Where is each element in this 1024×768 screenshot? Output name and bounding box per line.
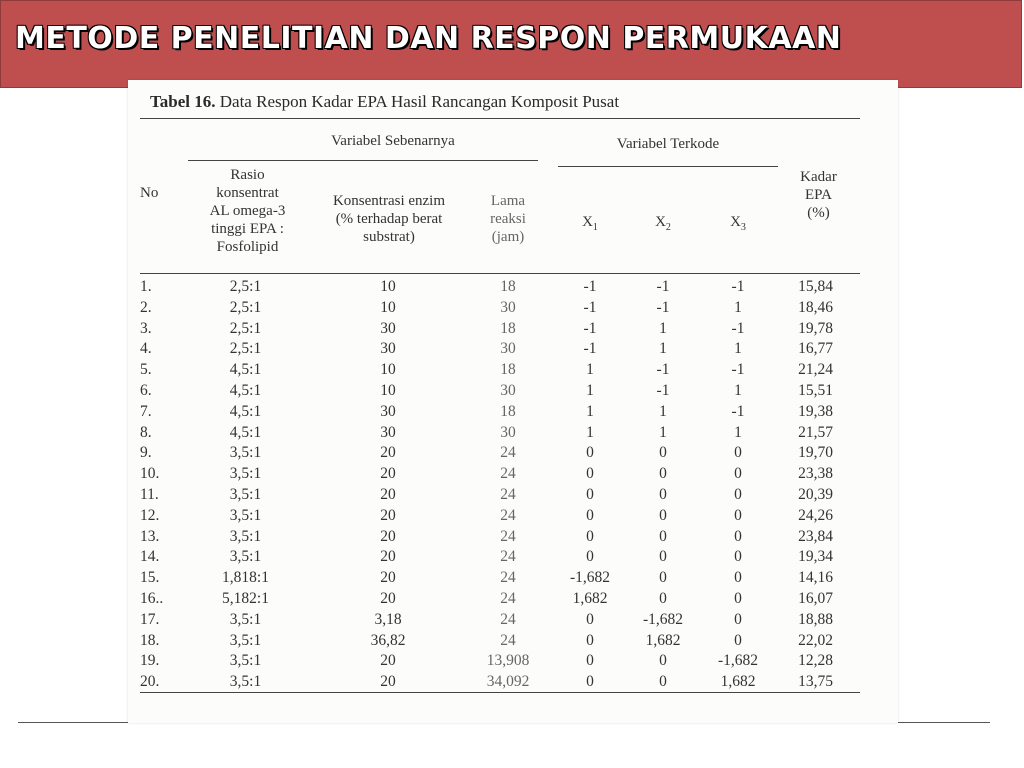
cell-x2: 0 [659,506,667,524]
table-row [128,380,898,401]
cell-kadar-epa: 18,46 [798,298,833,316]
cell-no: 11. [140,486,159,503]
cell-kadar-epa: 15,51 [798,382,833,399]
cell-x2: 1 [659,402,667,420]
table-row [128,422,898,443]
header-rasio-line: Fosfolipid [216,239,279,255]
cell-no: 7. [140,402,152,420]
header-rasio-line: AL omega-3 [209,203,286,219]
cell-konsentrasi: 20 [380,548,396,566]
cell-rasio: 2,5:1 [229,319,262,337]
cell-no: 12. [140,506,160,524]
cell-konsentrasi: 20 [380,673,396,691]
cell-no: 16.. [140,590,164,607]
rule-bottom [140,692,860,693]
cell-x2: 1,682 [645,631,681,649]
header-kadar-line: Kadar [800,169,837,185]
header-konsentrasi [314,192,464,246]
cell-x3: 0 [734,486,742,503]
rule-under-coded [558,166,778,167]
cell-kadar-epa: 14,16 [798,569,833,587]
cell-x2: -1 [656,361,670,379]
cell-rasio: 3,5:1 [229,652,262,670]
cell-no: 17. [140,610,160,628]
cell-x3: 1 [734,298,742,316]
cell-konsentrasi: 30 [380,402,396,420]
cell-konsentrasi: 20 [380,569,396,587]
cell-kadar-epa: 19,70 [798,444,833,462]
cell-kadar-epa: 22,02 [798,631,833,649]
cell-rasio: 5,182:1 [222,590,269,607]
header-lama-line: reaksi [490,211,526,227]
header-lama-line: Lama [490,193,526,209]
cell-x3: 0 [734,506,742,524]
cell-x1: 0 [586,486,594,503]
cell-x1: 0 [586,652,594,670]
cell-x2: -1 [656,382,670,399]
cell-x1: -1,682 [569,569,611,587]
cell-x1: 1,682 [572,590,608,607]
cell-konsentrasi: 20 [380,506,396,524]
cell-konsentrasi: 10 [380,382,396,399]
cell-x3: 0 [734,631,742,649]
cell-x2: -1,682 [642,610,684,628]
cell-x2: 0 [659,486,667,503]
table-row [128,297,898,318]
cell-rasio: 4,5:1 [229,423,262,441]
table-row [128,401,898,422]
cell-x3: 1,682 [720,673,756,691]
cell-rasio: 3,5:1 [229,673,262,691]
cell-kadar-epa: 19,78 [798,319,833,337]
cell-rasio: 3,5:1 [229,610,262,628]
header-no: No [140,185,159,201]
cell-konsentrasi: 20 [380,527,396,545]
cell-x1: -1 [583,278,597,295]
cell-rasio: 3,5:1 [229,527,262,545]
table-row [128,526,898,547]
cell-x3: 0 [734,590,742,607]
cell-x1: -1 [583,319,597,337]
cell-x2: 0 [659,548,667,566]
caption-label: Tabel 16. [150,92,216,111]
cell-x3: 0 [734,610,742,628]
header-konsentrasi-line: Konsentrasi enzim [332,193,446,209]
cell-x3: 1 [734,340,742,358]
cell-lama-reaksi: 24 [500,506,516,524]
cell-lama-reaksi: 24 [500,569,516,587]
cell-no: 10. [140,465,160,483]
rule-header-bottom [140,273,860,274]
cell-x2: 0 [659,527,667,545]
cell-x1: 0 [586,506,594,524]
cell-x3: 0 [734,465,742,483]
cell-x2: 0 [659,673,667,691]
cell-x1: 1 [586,382,594,399]
cell-lama-reaksi: 18 [500,319,516,337]
header-x1-label: X [582,214,593,230]
cell-x1: 0 [586,465,594,483]
cell-no: 14. [140,548,160,566]
cell-kadar-epa: 21,57 [798,423,833,441]
table-row [128,505,898,526]
header-x2 [638,213,688,237]
table-row [128,630,898,651]
cell-lama-reaksi: 30 [500,340,516,358]
cell-konsentrasi: 30 [380,423,396,441]
table-row [128,442,898,463]
header-lama [478,192,538,246]
header-rasio-line: Rasio [230,167,265,183]
cell-kadar-epa: 23,38 [798,465,833,483]
cell-lama-reaksi: 24 [500,590,516,607]
table-row [128,338,898,359]
cell-x3: 0 [734,527,742,545]
footer-rule-right [898,722,990,723]
cell-x2: -1 [656,278,670,295]
cell-konsentrasi: 3,18 [374,610,402,628]
cell-x1: 0 [586,548,594,566]
cell-x3: 0 [734,569,742,587]
cell-x1: -1 [583,340,597,358]
cell-x3: -1 [731,319,745,337]
cell-kadar-epa: 20,39 [798,486,833,503]
table-caption [150,92,619,112]
cell-x2: 0 [659,590,667,607]
scanned-table [128,80,898,723]
cell-konsentrasi: 30 [380,319,396,337]
table-row [128,546,898,567]
header-x3-sub: 3 [740,222,746,233]
header-kadar [786,168,851,222]
header-x2-sub: 2 [665,222,671,233]
cell-no: 15. [140,569,160,587]
cell-x2: 0 [659,569,667,587]
cell-x3: -1 [731,402,745,420]
cell-lama-reaksi: 24 [500,486,516,503]
header-x3-label: X [730,214,741,230]
cell-x1: 0 [586,673,594,691]
cell-x2: 0 [659,652,667,670]
cell-no: 5. [140,361,152,379]
cell-x3: -1 [731,278,745,295]
cell-x3: 1 [734,382,742,399]
header-x2-label: X [655,214,666,230]
cell-lama-reaksi: 30 [500,382,516,399]
cell-rasio: 2,5:1 [229,340,262,358]
header-lama-line: (jam) [491,229,525,245]
cell-kadar-epa: 12,28 [798,652,833,670]
header-rasio-line: tinggi EPA : [211,221,284,237]
table-row [128,609,898,630]
cell-x1: -1 [583,298,597,316]
cell-lama-reaksi: 18 [500,278,516,295]
cell-konsentrasi: 20 [380,465,396,483]
header-kadar-line: EPA [805,187,832,203]
cell-konsentrasi: 20 [380,486,396,503]
cell-konsentrasi: 10 [380,298,396,316]
cell-lama-reaksi: 34,092 [486,673,530,691]
caption-text: Data Respon Kadar EPA Hasil Rancangan Komposit Pusat [219,92,620,111]
cell-x2: 0 [659,444,667,462]
cell-rasio: 3,5:1 [229,465,262,483]
table-row [128,318,898,339]
cell-konsentrasi: 20 [380,652,396,670]
header-rasio-line: konsentrat [216,185,279,201]
header-kadar-line: (%) [807,205,830,221]
cell-rasio: 4,5:1 [229,402,262,420]
cell-rasio: 4,5:1 [229,361,262,379]
cell-kadar-epa: 18,88 [798,610,833,628]
cell-kadar-epa: 24,26 [798,506,833,524]
cell-kadar-epa: 16,07 [798,590,833,607]
footer-rule-left [18,722,128,723]
cell-no: 2. [140,298,152,316]
cell-lama-reaksi: 30 [500,298,516,316]
cell-no: 19. [140,652,160,670]
table-row [128,567,898,588]
header-rasio [190,166,305,256]
cell-lama-reaksi: 24 [500,465,516,483]
cell-no: 9. [140,444,152,462]
cell-kadar-epa: 19,34 [798,548,833,566]
cell-x3: 0 [734,548,742,566]
title-banner [0,0,1022,88]
cell-no: 4. [140,340,152,358]
cell-x1: 0 [586,444,594,462]
cell-x1: 1 [586,361,594,379]
cell-no: 20. [140,673,160,691]
header-x1-sub: 1 [592,222,598,233]
table-row [128,650,898,671]
cell-rasio: 3,5:1 [229,548,262,566]
table-row [128,276,898,297]
cell-x1: 1 [586,402,594,420]
cell-x3: 0 [734,444,742,462]
cell-no: 13. [140,527,160,545]
cell-no: 8. [140,423,152,441]
cell-lama-reaksi: 18 [500,361,516,379]
group-header-coded: Variabel Terkode [616,136,720,152]
cell-x1: 0 [586,610,594,628]
cell-konsentrasi: 10 [380,278,396,295]
cell-x3: 1 [734,423,742,441]
cell-x1: 0 [586,527,594,545]
cell-rasio: 2,5:1 [229,298,262,316]
cell-x3: -1 [731,361,745,379]
cell-rasio: 4,5:1 [229,382,262,399]
cell-no: 18. [140,631,160,649]
cell-lama-reaksi: 18 [500,402,516,420]
cell-konsentrasi: 20 [380,590,396,607]
cell-konsentrasi: 36,82 [370,631,406,649]
cell-lama-reaksi: 24 [500,610,516,628]
cell-lama-reaksi: 13,908 [486,652,530,670]
rule-under-actual [188,160,538,161]
cell-rasio: 3,5:1 [229,486,262,503]
header-konsentrasi-line: (% terhadap berat [335,211,443,227]
table-row [128,671,898,692]
cell-rasio: 2,5:1 [229,278,262,295]
slide-title: METODE PENELITIAN DAN RESPON PERMUKAAN [15,21,842,56]
table-row [128,588,898,609]
cell-kadar-epa: 19,38 [798,402,833,420]
cell-rasio: 1,818:1 [222,569,269,587]
cell-x2: -1 [656,298,670,316]
table-row [128,484,898,505]
cell-x3: -1,682 [717,652,759,670]
cell-x2: 1 [659,340,667,358]
table-row [128,463,898,484]
cell-no: 3. [140,319,152,337]
header-konsentrasi-line: substrat) [363,229,415,245]
cell-konsentrasi: 10 [380,361,396,379]
cell-lama-reaksi: 24 [500,444,516,462]
cell-lama-reaksi: 24 [500,527,516,545]
cell-x1: 1 [586,423,594,441]
cell-kadar-epa: 21,24 [798,361,833,379]
cell-rasio: 3,5:1 [229,631,262,649]
rule-top [140,118,860,119]
cell-x2: 1 [659,423,667,441]
cell-lama-reaksi: 24 [500,631,516,649]
header-x1 [565,213,615,237]
cell-rasio: 3,5:1 [229,444,262,462]
cell-lama-reaksi: 24 [500,548,516,566]
cell-kadar-epa: 23,84 [798,527,833,545]
cell-no: 1. [140,278,152,295]
cell-kadar-epa: 13,75 [798,673,833,691]
cell-lama-reaksi: 30 [500,423,516,441]
cell-x2: 1 [659,319,667,337]
cell-rasio: 3,5:1 [229,506,262,524]
cell-x1: 0 [586,631,594,649]
header-x3 [713,213,763,237]
table-row [128,359,898,380]
group-header-actual: Variabel Sebenarnya [331,133,455,149]
cell-kadar-epa: 16,77 [798,340,833,358]
cell-x2: 0 [659,465,667,483]
cell-konsentrasi: 30 [380,340,396,358]
cell-no: 6. [140,382,152,399]
cell-konsentrasi: 20 [380,444,396,462]
cell-kadar-epa: 15,84 [798,278,833,295]
